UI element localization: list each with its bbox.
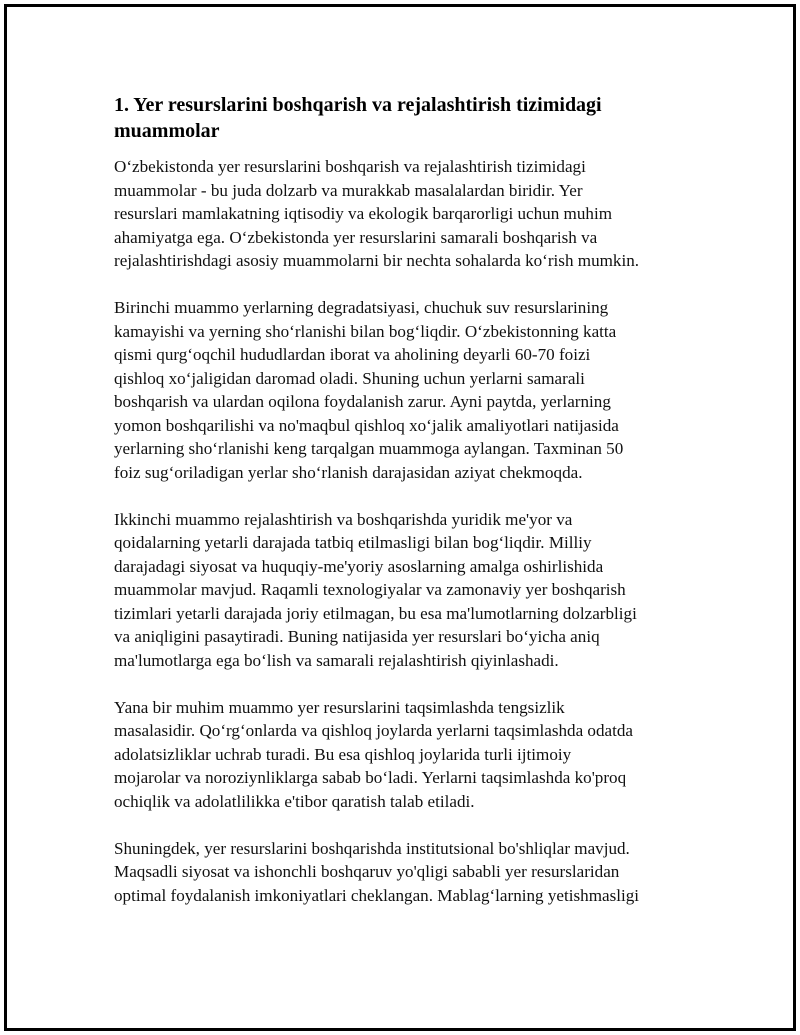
text-line: yerlarning sho‘rlanishi keng tarqalgan muammoga aylangan. Taxminan 50: [114, 439, 624, 458]
text-line: muammolar - bu juda dolzarb va murakkab masalalardan biridir. Yer: [114, 180, 583, 200]
heading-line: muammolar: [114, 120, 220, 142]
text-line: foiz sug‘oriladigan yerlar sho‘rlanish darajasidan aziyat chekmoqda.: [114, 462, 583, 482]
text-line: O‘zbekistonda yer resurslarini boshqarish va rejalashtirish tizimidagi: [114, 157, 586, 176]
text-line: ochiqlik va adolatlilikka e'tibor qaratish talab etiladi.: [114, 791, 475, 811]
text-line: rejalashtirishdagi asosiy muammolarni bir nechta sohalarda ko‘rish mumkin.: [114, 251, 640, 270]
heading-line: 1. Yer resurslarini boshqarish va rejalashtirish tizimidagi: [114, 94, 602, 116]
text-line: Ikkinchi muammo rejalashtirish va boshqarishda yuridik me'yor va: [114, 509, 573, 529]
text-line: Maqsadli siyosat va ishonchli boshqaruv yo'qligi sababli yer resurslaridan: [114, 862, 620, 881]
text-line: kamayishi va yerning sho‘rlanishi bilan bog‘liqdir. O‘zbekistonning katta: [114, 321, 617, 341]
text-line: va aniqligini pasaytiradi. Buning natijasida yer resurslari bo‘yicha aniq: [114, 627, 600, 646]
paragraph-4: [114, 696, 689, 814]
text-line: adolatsizliklar uchrab turadi. Bu esa qishloq joylarida turli ijtimoiy: [114, 744, 572, 764]
text-line: mojarolar va noroziynliklarga sabab bo‘ladi. Yerlarni taqsimlashda ko'proq: [114, 768, 627, 787]
text-line: qoidalarning yetarli darajada tatbiq etilmasligi bilan bog‘liqdir. Milliy: [114, 533, 592, 552]
text-line: optimal foydalanish imkoniyatlari cheklangan. Mablag‘larning yetishmasligi: [114, 885, 640, 905]
paragraph-1: [114, 155, 689, 273]
text-line: boshqarish va ulardan oqilona foydalanish zarur. Ayni paytda, yerlarning: [114, 392, 611, 411]
paragraph-2: [114, 296, 689, 484]
text-line: tizimlari yetarli darajada joriy etilmagan, bu esa ma'lumotlarning dolzarbligi: [114, 603, 637, 623]
text-line: Birinchi muammo yerlarning degradatsiyasi, chuchuk suv resurslarining: [114, 298, 609, 317]
text-line: masalasidir. Qo‘rg‘onlarda va qishloq joylarda yerlarni taqsimlashda odatda: [114, 721, 633, 740]
text-line: Yana bir muhim muammo yer resurslarini taqsimlashda tengsizlik: [114, 697, 565, 717]
text-line: Shuningdek, yer resurslarini boshqarishda institutsional bo'shliqlar mavjud.: [114, 838, 630, 858]
text-line: muammolar mavjud. Raqamli texnologiyalar va zamonaviy yer boshqarish: [114, 580, 626, 599]
text-line: yomon boshqarilishi va no'maqbul qishloq xo‘jalik amaliyotlari natijasida: [114, 415, 619, 435]
paragraph-3: [114, 508, 689, 673]
document-body: [114, 92, 689, 931]
text-line: qismi qurg‘oqchil hududlardan iborat va aholining deyarli 60-70 foizi: [114, 345, 591, 364]
text-line: ma'lumotlarga ega bo‘lish va samarali rejalashtirish qiyinlashadi.: [114, 650, 559, 670]
section-heading: [114, 92, 689, 144]
text-line: darajadagi siyosat va huquqiy-me'yoriy asoslarning amalga oshirlishida: [114, 556, 604, 576]
text-line: qishloq xo‘jaligidan daromad oladi. Shuning uchun yerlarni samarali: [114, 368, 585, 388]
text-line: ahamiyatga ega. O‘zbekistonda yer resurslarini samarali boshqarish va: [114, 227, 598, 247]
text-line: resurslari mamlakatning iqtisodiy va ekologik barqarorligi uchun muhim: [114, 204, 612, 223]
paragraph-5: [114, 837, 689, 908]
